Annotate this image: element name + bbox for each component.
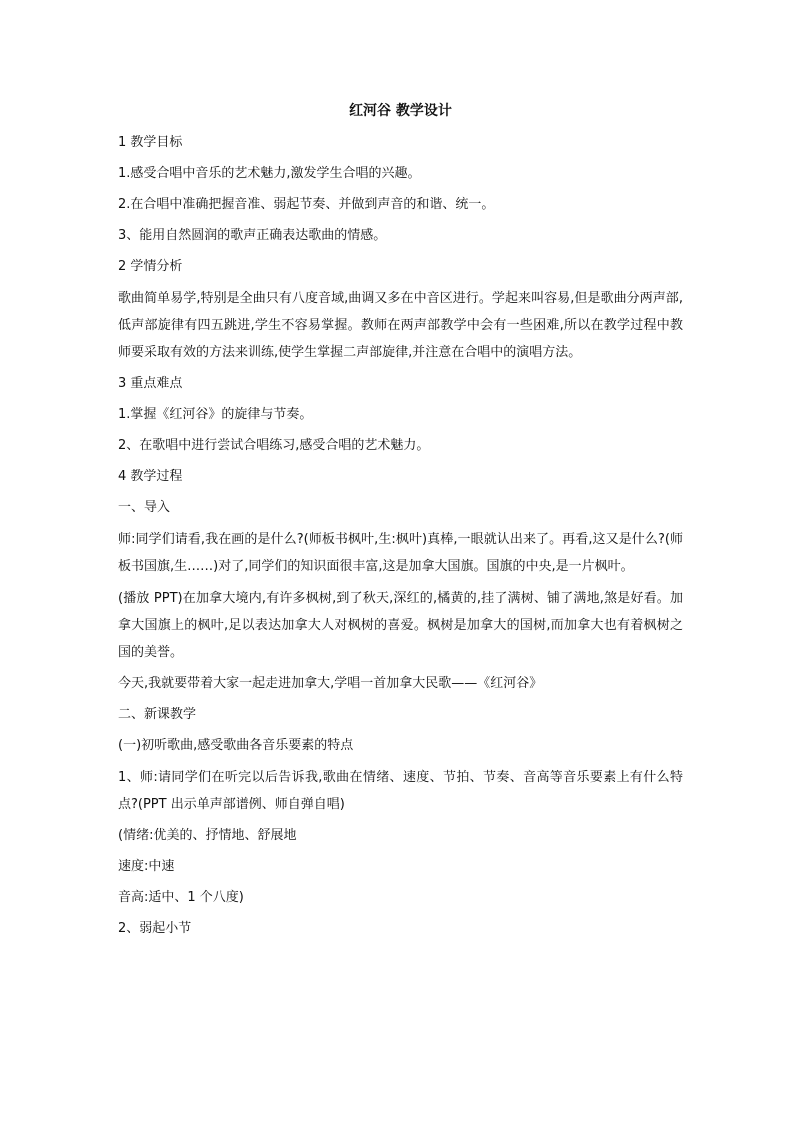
answer-pitch: 音高:适中、1 个八度) (118, 890, 244, 905)
subsection-first-listening: (一)初听歌曲,感受歌曲各音乐要素的特点 (118, 738, 354, 753)
introduction-dialogue: 师:同学们请看,我在画的是什么?(师板书枫叶,生:枫叶)真棒,一眼就认出来了。再看,这又是什么?(师板书国旗,生……)对了,同学们的知识面很丰富,这是加拿大国旗。国旗的中央,是一片枫叶。 (118, 532, 683, 574)
heading-teaching-process: 4 教学过程 (118, 469, 183, 484)
section-new-lesson: 二、新课教学 (118, 707, 197, 722)
document-title: 红河谷 教学设计 (349, 103, 452, 119)
section-introduction: 一、导入 (118, 500, 171, 515)
answer-mood: (情绪:优美的、抒情地、舒展地 (118, 828, 297, 843)
difficulty-item-2: 2、在歌唱中进行尝试合唱练习,感受合唱的艺术魅力。 (118, 438, 430, 453)
heading-teaching-goals: 1 教学目标 (118, 135, 183, 150)
goal-item-2: 2.在合唱中准确把握音准、弱起节奏、并做到声音的和谐、统一。 (118, 197, 495, 212)
student-analysis-text: 歌曲简单易学,特别是全曲只有八度音域,曲调又多在中音区进行。学起来叫容易,但是歌曲分两声部,低声部旋律有四五跳进,学生不容易掌握。教师在两声部教学中会有一些困难,所以在教学过程中教师要采取有效的方法来训练,使学生掌握二声部旋律,并注意在合唱中的演唱方法。 (118, 291, 683, 360)
introduction-ppt-text: (播放 PPT)在加拿大境内,有许多枫树,到了秋天,深红的,橘黄的,挂了满树、铺了满地,煞是好看。加拿大国旗上的枫叶,足以表达加拿大人对枫树的喜爱。枫树是加拿大的国树,而加拿大也有着枫树之国的美誉。 (118, 591, 683, 660)
goal-item-1: 1.感受合唱中音乐的艺术魅力,激发学生合唱的兴趣。 (118, 166, 421, 181)
heading-student-analysis: 2 学情分析 (118, 259, 183, 274)
answer-tempo: 速度:中速 (118, 859, 175, 874)
item-anacrusis: 2、弱起小节 (118, 921, 192, 936)
heading-key-difficulties: 3 重点难点 (118, 376, 183, 391)
goal-item-3: 3、能用自然圆润的歌声正确表达歌曲的情感。 (118, 228, 387, 243)
listening-question: 1、师:请同学们在听完以后告诉我,歌曲在情绪、速度、节拍、节奏、音高等音乐要素上有什么特点?(PPT 出示单声部谱例、师自弹自唱) (118, 770, 683, 812)
document-body (118, 100, 683, 947)
difficulty-item-1: 1.掌握《红河谷》的旋律与节奏。 (118, 407, 313, 422)
introduction-closing: 今天,我就要带着大家一起走进加拿大,学唱一首加拿大民歌——《红河谷》 (118, 676, 543, 691)
